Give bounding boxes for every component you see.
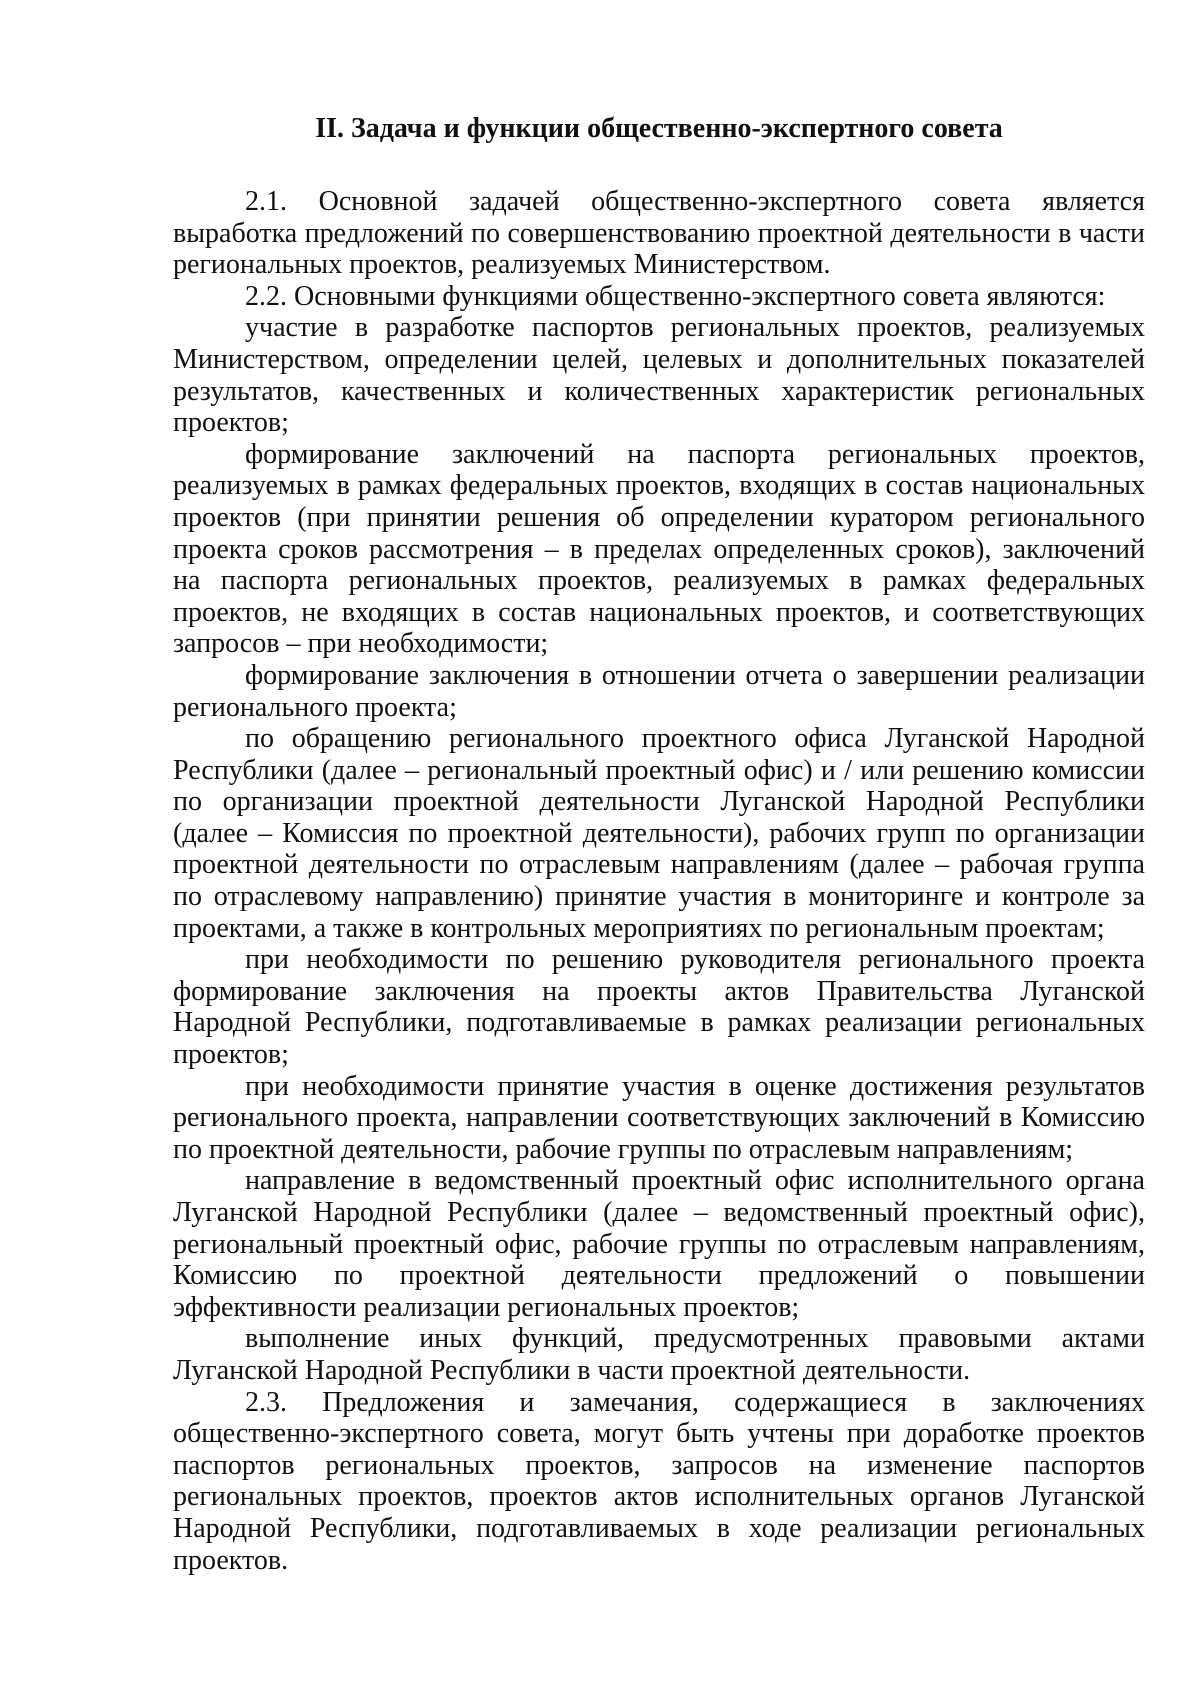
paragraph-2-1: 2.1. Основной задачей общественно-экспертного совета является выработка предложений по совершенствованию проектной деятельности в части региональных проектов, реализуемых Министерством. — [173, 186, 1145, 281]
function-item-draft-acts: при необходимости по решению руководителя регионального проекта формирование заключения на проекты актов Правительства Луганской Народной Республики, подготавливаемые в рамках реализации региональных проектов; — [173, 944, 1145, 1071]
function-item-report: формирование заключения в отношении отчета о завершении реализации регионального проекта; — [173, 659, 1145, 723]
function-item-passports: участие в разработке паспортов региональных проектов, реализуемых Министерством, определении целей, целевых и дополнительных показателей результатов, качественных и количественных характеристик региональных проектов; — [173, 312, 1145, 439]
function-item-conclusions: формирование заключений на паспорта региональных проектов, реализуемых в рамках федеральных проектов, входящих в состав национальных проектов (при принятии решения об определении куратором регионального проекта сроков рассмотрения – в пределах определенных сроков), заключений на паспорта региональных проектов, реализуемых в рамках федеральных проектов, не входящих в состав национальных проектов, и соответствующих запросов – при необходимости; — [173, 438, 1145, 660]
function-item-assessment: при необходимости принятие участия в оценке достижения результатов регионального проекта, направлении соответствующих заключений в Комиссию по проектной деятельности, рабочие группы по отраслевым направлениям; — [173, 1070, 1145, 1165]
function-item-monitoring: по обращению регионального проектного офиса Луганской Народной Республики (далее – региональный проектный офис) и / или решению комиссии по организации проектной деятельности Луганской Народной Республики (далее – Комиссия по проектной деятельности), рабочих групп по организации проектной деятельности по отраслевым направлениям (далее – рабочая группа по отраслевому направлению) принятие участия в мониторинге и контроле за проектами, а также в контрольных мероприятиях по региональным проектам; — [173, 723, 1145, 944]
document-body — [173, 112, 1145, 1576]
function-item-other: выполнение иных функций, предусмотренных правовыми актами Луганской Народной Республики в части проектной деятельности. — [173, 1323, 1145, 1386]
paragraph-2-3: 2.3. Предложения и замечания, содержащиеся в заключениях общественно-экспертного совета, могут быть учтены при доработке проектов паспортов региональных проектов, запросов на изменение паспортов региональных проектов, проектов актов исполнительных органов Луганской Народной Республики, подготавливаемых в ходе реализации региональных проектов. — [173, 1386, 1145, 1576]
function-item-proposals: направление в ведомственный проектный офис исполнительного органа Луганской Народной Республики (далее – ведомственный проектный офис), региональный проектный офис, рабочие группы по отраслевым направлениям, Комиссию по проектной деятельности предложений о повышении эффективности реализации региональных проектов; — [173, 1165, 1145, 1323]
section-title: II. Задача и функции общественно-экспертного совета — [315, 113, 1003, 144]
paragraph-2-2: 2.2. Основными функциями общественно-экспертного совета являются: — [245, 280, 1106, 312]
